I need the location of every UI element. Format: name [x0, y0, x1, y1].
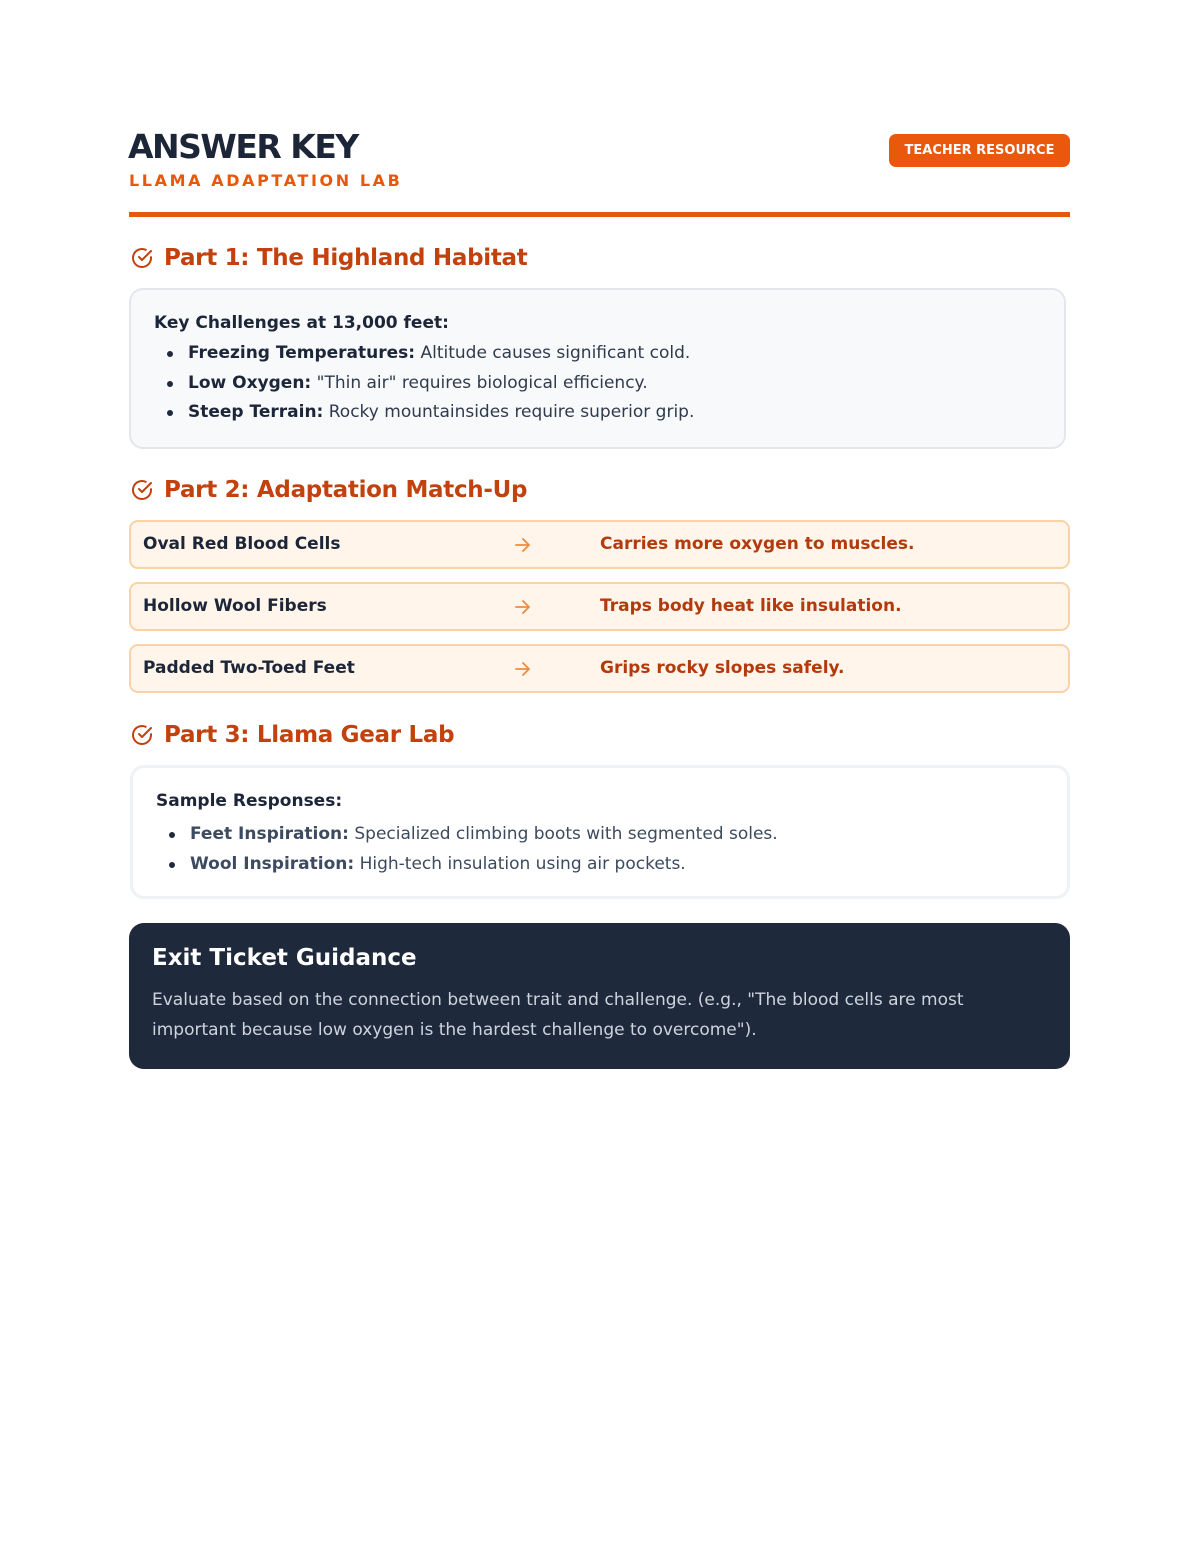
- part3-title: Part 3: Llama Gear Lab: [164, 722, 455, 748]
- match-benefit: Grips rocky slopes safely.: [600, 658, 845, 678]
- exit-ticket-title: Exit Ticket Guidance: [152, 945, 417, 971]
- answer-key-content: [128, 125, 1070, 1040]
- challenges-list: [154, 339, 694, 428]
- part1-heading: [129, 242, 527, 274]
- arrow-right-icon: [514, 536, 532, 554]
- list-item: Freezing Temperatures: Altitude causes significant cold.: [154, 339, 694, 369]
- match-trait: Hollow Wool Fibers: [143, 596, 327, 616]
- list-item: Feet Inspiration: Specialized climbing boots with segmented soles.: [156, 820, 778, 850]
- match-row: [129, 582, 1070, 631]
- match-benefit: Carries more oxygen to muscles.: [600, 534, 915, 554]
- teacher-resource-badge: TEACHER RESOURCE: [889, 134, 1070, 167]
- list-item: Steep Terrain: Rocky mountainsides require superior grip.: [154, 398, 694, 428]
- match-row: [129, 644, 1070, 693]
- match-benefit: Traps body heat like insulation.: [600, 596, 902, 616]
- match-row: [129, 520, 1070, 569]
- list-item: Wool Inspiration: High-tech insulation using air pockets.: [156, 850, 778, 880]
- page-title: ANSWER KEY: [128, 127, 358, 166]
- check-circle-icon: [130, 246, 154, 270]
- exit-ticket-guidance: [129, 923, 1070, 1069]
- arrow-right-icon: [514, 598, 532, 616]
- header: [129, 125, 1070, 217]
- part2-title: Part 2: Adaptation Match-Up: [164, 477, 528, 503]
- part2-heading: [129, 474, 527, 506]
- match-trait: Padded Two-Toed Feet: [143, 658, 355, 678]
- challenges-label: Key Challenges at 13,000 feet:: [154, 313, 449, 333]
- responses-list: [156, 820, 778, 879]
- habitat-challenges-box: [129, 288, 1066, 449]
- arrow-right-icon: [514, 660, 532, 678]
- part1-title: Part 1: The Highland Habitat: [164, 245, 528, 271]
- responses-label: Sample Responses:: [156, 791, 343, 811]
- exit-ticket-text: Evaluate based on the connection between trait and challenge. (e.g., "The blood cells are most important because low oxygen is the hardest challenge to overcome").: [152, 990, 964, 1040]
- match-trait: Oval Red Blood Cells: [143, 534, 341, 554]
- list-item: Low Oxygen: "Thin air" requires biological efficiency.: [154, 369, 694, 399]
- check-circle-icon: [130, 723, 154, 747]
- sample-responses-box: [130, 765, 1070, 899]
- part3-heading: [129, 719, 454, 751]
- check-circle-icon: [130, 478, 154, 502]
- page-subtitle: LLAMA ADAPTATION LAB: [129, 171, 403, 190]
